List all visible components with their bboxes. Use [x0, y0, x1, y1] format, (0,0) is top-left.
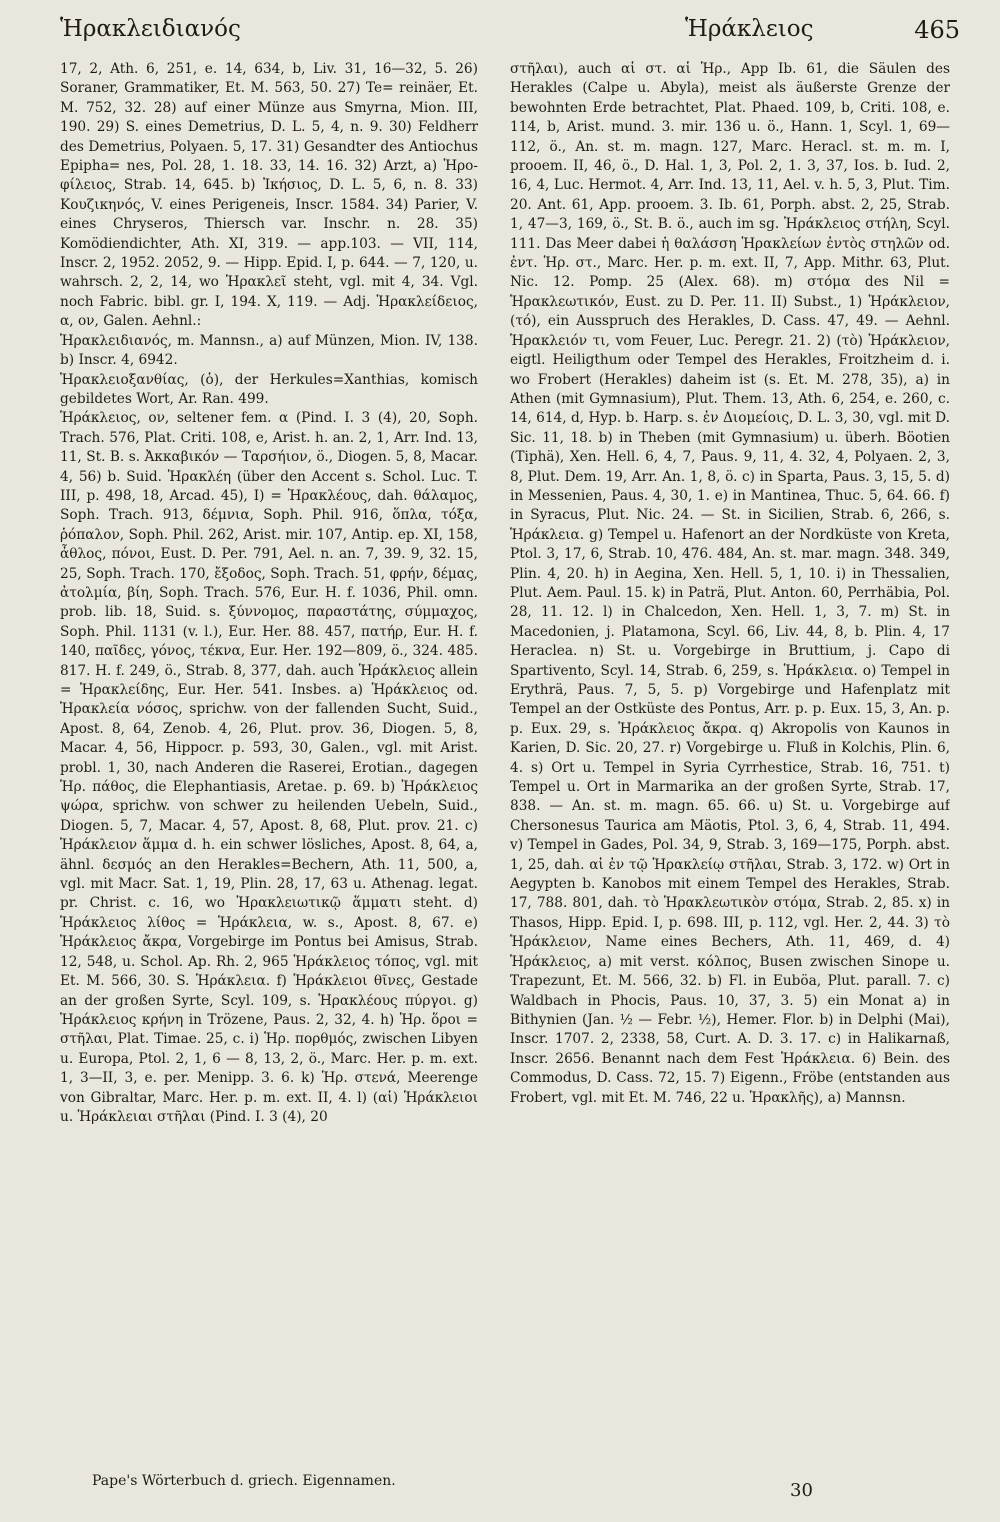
entry-herakleios-continued: στῆλαι), auch αἱ στ. αἱ Ἡρ., App Ib. 61, die Säulen des Herakles (Calpe u. Abyla), meist als äußerste Grenze der bewohnten Erde betrachtet, Plat. Phaed. 109, b, Criti. 108, e. 114, b, Arist. mund. 3. mir. 136 u. ö., Hann. 1, Scyl. 1, 69—112, ö., An. st. m. magn. 127, Marc. Heracl. st. m. m. I, prooem. II, 46, ö., D. Hal. 1, 3, Pol. 2, 1. 3, 37, Ios. b. Iud. 2, 16, 4, Luc. Hermot. 4, Arr. Ind. 13, 11, Ael. v. h. 5, 3, Plut. Tim. 20. Ant. 61, App. prooem. 3. Ib. 61, Porph. abst. 2, 25, Strab. 1, 47—3, 169, ö., St. B. ö., auch im sg. Ἡράκλειος στήλη, Scyl. 111. Das Meer dabei ἡ θαλάσση Ἡρακλείων ἐντὸς στηλῶν od. ἐντ. Ἡρ. στ., Marc. Her. p. m. ext. II, 7, App. Mithr. 63, Plut. Nic. 12. Pomp. 25 (Alex. 68). m) στόμα des Nil = Ἡρακλεωτικόν, Eust. zu D. Per. 11. II) Subst., 1) Ἡράκλειον, (τό), ein Ausspruch des Herakles, D. Cass. 47, 49. — Aehnl. Ἡρακλειόν τι, vom Feuer, Luc. Peregr. 21. 2) (τὸ) Ἡράκλειον, eigtl. Heiligthum oder Tempel des Herakles, Froitzheim d. i. wo Frobert (Herakles) daheim ist (s. Et. M. 278, 35), a) in Athen (mit Gymnasium), Plut. Them. 13, Ath. 6, 254, e. 260, c. 14, 614, d, Hyp. b. Harp. s. ἐν Διομείοις, D. L. 3, 30, vgl. mit D. Sic. 11, 18. b) in Theben (mit Gymnasium) u. überh. Böotien (Tiphä), Xen. Hell. 6, 4, 7, Paus. 9, 11, 4. 32, 4, Polyaen. 2, 3, 8, Plut. Dem. 19, Arr. An. 1, 8, ö. c) in Sparta, Paus. 3, 15, 5. d) in Messenien, Paus. 4, 30, 1. e) in Mantinea, Thuc. 5, 64. 66. f) in Syracus, Plut. Nic. 24. — St. in Sicilien, Strab. 6, 266, s. Ἡράκλεια. g) Tempel u. Hafenort an der Nordküste von Kreta, Ptol. 3, 17, 6, Strab. 10, 476. 484, An. st. mar. magn. 348. 349, Plin. 4, 20. h) in Aegina, Xen. Hell. 5, 1, 10. i) in Thessalien, Plut. Aem. Paul. 15. k) in Paträ, Plut. Anton. 60, Perrhäbia, Pol. 28, 11. 12. l) in Chalcedon, Xen. Hell. 1, 3, 7. m) St. in Macedonien, j. Platamona, Scyl. 66, Liv. 44, 8, b. Plin. 4, 17 Heraclea. n) St. u. Vorgebirge in Bruttium, j. Capo di Spartivento, Scyl. 14, Strab. 6, 259, s. Ἡράκλεια. o) Tempel in Erythrä, Paus. 7, 5, 5. p) Vorgebirge und Hafenplatz mit Tempel an der Ostküste des Pontus, Arr. p. p. Eux. 15, 3, An. p. p. Eux. 29, s. Ἡράκλειος ἄκρα. q) Akropolis von Kaunos in Karien, D. Sic. 20, 27. r) Vorgebirge u. Fluß in Kolchis, Plin. 6, 4. s) Ort u. Tempel in Syria Cyrrhestice, Strab. 16, 751. t) Tempel u. Ort in Marmarika an der großen Syrte, Strab. 17, 838. — An. st. m. magn. 65. 66. u) St. u. Vorgebirge auf Chersonesus Taurica am Mäotis, Ptol. 3, 6, 4, Strab. 11, 494. v) Tempel in Gades, Pol. 34, 9, Strab. 3, 169—175, Porph. abst. 1, 25, dah. αἱ ἐν τῷ Ἡρακλείῳ στῆλαι, Strab. 3, 172. w) Ort in Aegypten b. Kanobos mit einem Tempel des Herakles, Strab. 17, 788. 801, dah. τὸ Ἡρακλεωτικὸν στόμα, Strab. 2, 85. x) in Thasos, Hipp. Epid. I, p. 698. III, p. 112, vgl. Her. 2, 44. 3) τὸ Ἡράκλειον, Name eines Bechers, Ath. 11, 469, d. 4) Ἡράκλειος, a) mit verst. κόλπος, Busen zwischen Sinope u. Trapezunt, Et. M. 566, 32. b) Fl. in Euböa, Plut. parall. 7. c) Waldbach in Phocis, Paus. 10, 37, 3. 5) ein Monat a) in Bithynien (Jan. ½ — Febr. ½), Hemer. Flor. b) in Delphi (Mai), Inscr. 1707. 2, 2338, 58, Curt. A. D. 3. 17. c) in Halikarnaß, Inscr. 2656. Benannt nach dem Fest Ἡράκλεια. 6) Bein. des Commodus, D. Cass. 72, 15. 7) Eigenn., Fröbe (entstanden aus Frobert, vgl. mit Et. M. 746, 22 u. Ἡρακλῆς), a) Mannsn.: [510, 61, 950, 1106]
left-column: [60, 60, 478, 1446]
footer-source: Pape's Wörterbuch d. griech. Eigennamen.: [92, 1473, 396, 1489]
entry-herakleioxanthias: Ἡρακλειοξανθίας, (ὁ), der Herkules=Xanthias, komisch gebildetes Wort, Ar. Ran. 499.: [60, 371, 478, 407]
right-column: [510, 60, 950, 1446]
signature-number: 30: [790, 1480, 813, 1501]
entry-herakleios: Ἡράκλειος, ον, seltener fem. α (Pind. I. 3 (4), 20, Soph. Trach. 576, Plat. Criti. 108, e, Arist. h. an. 2, 1, Arr. Ind. 13, 11, St. B. s. Ἀκκαβικόν — Ταρσήιον, ö., Diogen. 5, 8, Macar. 4, 56) b. Suid. Ἡρακλέη (über den Accent s. Schol. Luc. T. III, p. 498, 18, Arcad. 45), I) = Ἡρακλέους, dah. θάλαμος, Soph. Trach. 913, δέμνια, Soph. Phil. 916, ὅπλα, τόξα, ῥόπαλον, Soph. Phil. 262, Arist. mir. 107, Antip. ep. XI, 158, ἆθλος, πόνοι, Eust. D. Per. 791, Ael. n. an. 7, 39. 9, 32. 15, 25, Soph. Trach. 170, ἔξοδος, Soph. Trach. 51, φρήν, δέμας, ἀτολμία, βίη, Soph. Trach. 576, Eur. H. f. 1036, Phil. omn. prob. lib. 18, Suid. s. ξύννομος, παραστάτης, σύμμαχος, Soph. Phil. 1131 (v. l.), Eur. Her. 88. 457, πατήρ, Eur. H. f. 140, παῖδες, γόνος, τέκνα, Eur. Her. 192—809, ö., 324. 485. 817. H. f. 249, ö., Strab. 8, 377, dah. auch Ἡράκλειος allein = Ἡρακλείδης, Eur. Her. 541. Insbes. a) Ἡράκλειος od. Ἡρακλεία νόσος, sprichw. von der fallenden Sucht, Suid., Apost. 8, 64, Zenob. 4, 26, Plut. prov. 36, Diogen. 5, 8, Macar. 4, 56, Hippocr. p. 593, 30, Galen., vgl. mit Arist. probl. 1, 30, nach Anderen die Raserei, Erotian., dagegen Ἡρ. πάθος, die Elephantiasis, Aretae. p. 69. b) Ἡράκλειος ψώρα, sprichw. von schwer zu heilenden Uebeln, Suid., Diogen. 5, 7, Macar. 4, 57, Apost. 8, 68, Plut. prov. 21. c) Ἡράκλειον ἅμμα d. h. ein schwer lösliches, Apost. 8, 64, a, ähnl. δεσμός an den Herakles=Bechern, Ath. 11, 500, a, vgl. mit Macr. Sat. 1, 19, Plin. 28, 17, 63 u. Athenag. legat. pr. Christ. c. 16, wo Ἡρακλειωτικῷ ἅμματι steht. d) Ἡράκλειος λίθος = Ἡράκλεια, w. s., Apost. 8, 67. e) Ἡράκλειος ἄκρα, Vorgebirge im Pontus bei Amisus, Strab. 12, 548, u. Schol. Ap. Rh. 2, 965 Ἡράκλειος τόπος, vgl. mit Et. M. 566, 30. S. Ἡράκλεια. f) Ἡράκλειοι θῖνες, Gestade an der großen Syrte, Scyl. 109, s. Ἡρακλέους πύργοι. g) Ἡράκλειος κρήνη in Trözene, Paus. 2, 32, 4. h) Ἡρ. ὅροι = στῆλαι, Plat. Timae. 25, c. i) Ἡρ. πορθμός, zwischen Libyen u. Europa, Ptol. 2, 1, 6 — 8, 13, 2, ö., Marc. Her. p. m. ext. 1, 3—II, 3, e. per. Menipp. 3. 6. k) Ἡρ. στενά, Meerenge von Gibraltar, Marc. Her. p. m. ext. II, 4. l) (αἱ) Ἡράκλειοι u. Ἡράκλειαι στῆλαι (Pind. I. 3 (4), 20: [60, 410, 478, 1125]
entry-herakleidianos: Ἡρακλειδιανός, m. Mannsn., a) auf Münzen, Mion. IV, 138. b) Inscr. 4, 6942.: [60, 332, 478, 369]
entry-continuation: 17, 2, Ath. 6, 251, e. 14, 634, b, Liv. 31, 16—32, 5. 26) Soraner, Grammatiker, Et. M. 563, 50. 27) Te= reinäer, Et. M. 752, 32. 28) auf einer Münze aus Smyrna, Mion. III, 190. 29) S. eines Demetrius, D. L. 5, 4, n. 9. 30) Feldherr des Demetrius, Polyaen. 5, 17. 31) Gesandter des Antiochus Epipha= nes, Pol. 28, 1. 18. 33, 14. 16. 32) Arzt, a) Ἡρο- φίλειος, Strab. 14, 645. b) Ἰκήσιος, D. L. 5, 6, n. 8. 33) Κουζικηνός, V. eines Perigeneis, Inscr. 1584. 34) Parier, V. eines Chryseros, Thiersch var. Inschr. n. 28. 35) Komödiendichter, Ath. XI, 319. — app.103. — VII, 114, Inscr. 2, 1952. 2052, 9. — Hipp. Epid. I, p. 644. — 7, 120, u. wahrsch. 2, 2, 14, wo Ἡρακλεῖ steht, vgl. mit 4, 34. Vgl. noch Fabric. bibl. gr. I, 194. X, 119. — Adj. Ἡρακλείδειος, α, ον, Galen. Aehnl.:: [60, 61, 478, 330]
header-right-headword: Ἡράκλειος: [685, 16, 814, 42]
page-header: [60, 12, 960, 52]
page-number: 465: [914, 16, 960, 44]
header-left-headword: Ἡρακλειδιανός: [60, 16, 241, 42]
